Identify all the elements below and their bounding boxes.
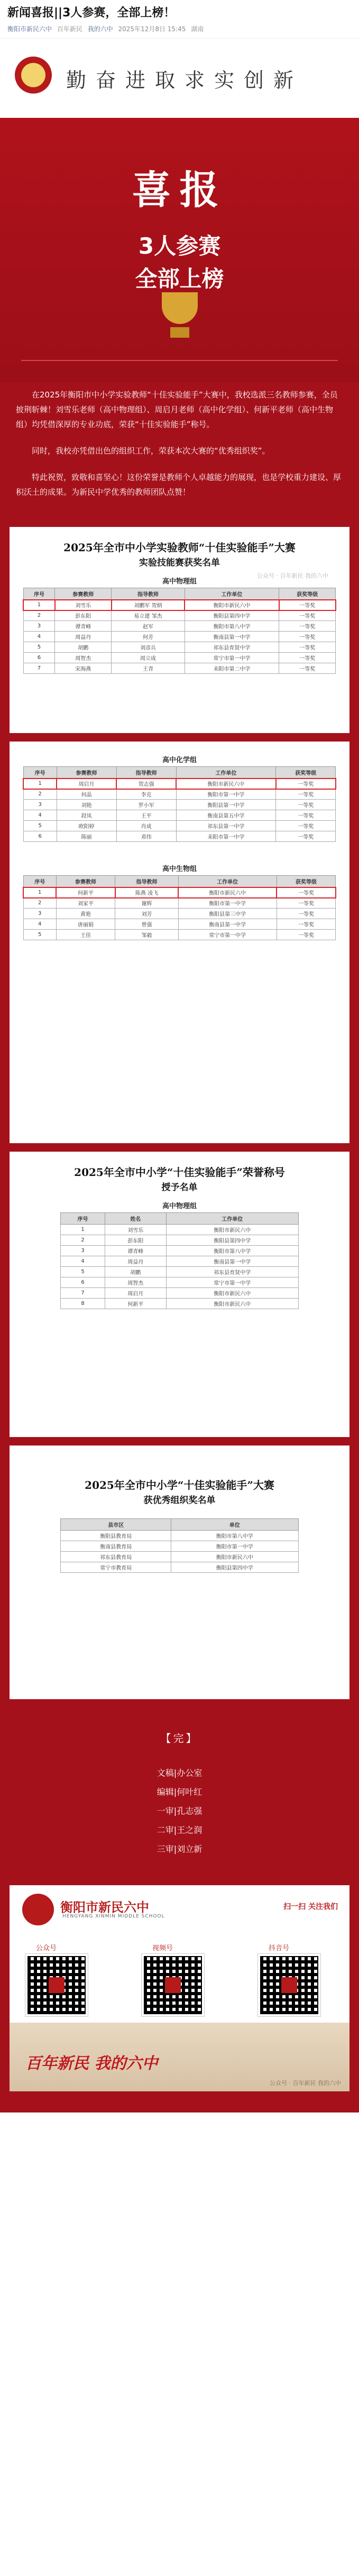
qr-code-icon[interactable] xyxy=(25,1954,88,2016)
table-cell: 4 xyxy=(23,810,57,821)
table-cell: 周启月 xyxy=(57,779,116,789)
table-cell: 3 xyxy=(61,1246,105,1256)
qr-code-icon[interactable] xyxy=(258,1954,320,2016)
award-table xyxy=(23,875,336,940)
table-cell: 衡南县第一中学 xyxy=(167,1256,299,1267)
table-cell: 衡阳县第四中学 xyxy=(167,1235,299,1246)
table-cell: 赵军 xyxy=(112,621,185,632)
table-cell: 刘雪乐 xyxy=(105,1225,166,1235)
table-cell: 5 xyxy=(23,930,56,940)
table-row xyxy=(23,621,336,632)
table-cell: 4 xyxy=(61,1256,105,1267)
table-row xyxy=(61,1256,298,1267)
table-row xyxy=(61,1225,298,1235)
credit-line: 编辑|何叶红 xyxy=(157,1787,202,1797)
divider xyxy=(21,360,338,361)
table-cell: 王青 xyxy=(112,663,185,674)
school-logo xyxy=(15,57,52,94)
publish-location: 湖南 xyxy=(191,25,204,33)
table-cell: 一等奖 xyxy=(277,930,336,940)
table-cell: 易立建 邹杰 xyxy=(112,610,185,621)
table-cell: 谭青峰 xyxy=(55,621,112,632)
hero-banner xyxy=(0,118,359,382)
doc-section: 高中物理组 xyxy=(162,578,197,586)
table-header: 序号 xyxy=(23,767,57,779)
footer-card xyxy=(10,1885,349,2091)
award-document-3 xyxy=(10,1152,349,1437)
table-cell: 一等奖 xyxy=(276,800,336,810)
table-cell: 彭东阳 xyxy=(55,610,112,621)
table-cell: 衡南县第五中学 xyxy=(176,810,275,821)
table-row xyxy=(61,1541,298,1552)
table-cell: 一等奖 xyxy=(279,621,336,632)
table-cell: 一等奖 xyxy=(277,909,336,919)
table-cell: 耒阳市第二中学 xyxy=(185,663,279,674)
end-mark: 【完】 xyxy=(160,1732,199,1745)
table-cell: 一等奖 xyxy=(279,610,336,621)
table-cell: 衡阳市第一中学 xyxy=(171,1541,298,1552)
doc-section: 高中化学组 xyxy=(162,756,197,764)
table-cell: 周益丹 xyxy=(105,1256,166,1267)
table-cell: 祁东县育贤中学 xyxy=(185,642,279,653)
author-name: 百年新民 xyxy=(57,25,82,33)
table-cell: 周益丹 xyxy=(55,632,112,642)
table-header: 县市区 xyxy=(61,1519,171,1531)
doc-title: 2025年全市中小学“十佳实验能手”大赛 xyxy=(85,1479,274,1491)
table-row xyxy=(23,887,336,898)
table-cell: 衡阳县第一中学 xyxy=(176,800,275,810)
organizer-table xyxy=(60,1518,298,1573)
credit-line: 三审|刘立新 xyxy=(157,1844,202,1854)
doc-subtitle: 实验技能赛获奖名单 xyxy=(139,558,220,568)
table-cell: 祁东县育贤中学 xyxy=(167,1267,299,1277)
qr-label: 抖音号 xyxy=(269,1944,290,1952)
table-header: 工作单位 xyxy=(185,588,279,600)
table-cell: 刘鹏军 贺炳 xyxy=(112,600,185,610)
table-cell: 2 xyxy=(61,1235,105,1246)
table-cell: 衡阳市第一中学 xyxy=(178,898,277,909)
table-cell: 谢辉 xyxy=(115,898,178,909)
table-cell: 胡鹏 xyxy=(105,1267,166,1277)
table-cell: 一等奖 xyxy=(277,919,336,930)
account-link[interactable]: 我的六中 xyxy=(87,25,113,33)
table-row xyxy=(23,800,336,810)
table-cell: 4 xyxy=(23,632,54,642)
table-cell: 一等奖 xyxy=(276,810,336,821)
table-cell: 衡阳市新民六中 xyxy=(167,1225,299,1235)
table-row xyxy=(23,663,336,674)
award-document-4 xyxy=(10,1445,349,1699)
table-cell: 黄艳 xyxy=(56,909,115,919)
award-document-2 xyxy=(10,742,349,1143)
table-row xyxy=(23,600,336,610)
table-cell: 一等奖 xyxy=(277,887,336,898)
table-cell: 何芳 xyxy=(112,632,185,642)
table-cell: 贺志强 xyxy=(116,779,176,789)
table-cell: 一等奖 xyxy=(276,821,336,831)
table-cell: 刘艳 xyxy=(57,800,116,810)
campus-photo xyxy=(10,2023,349,2091)
table-cell: 6 xyxy=(61,1277,105,1288)
school-logo xyxy=(22,1894,54,1925)
table-cell: 王佳 xyxy=(56,930,115,940)
table-cell: 衡阳市新民六中 xyxy=(178,887,277,898)
table-cell: 周智杰 xyxy=(55,653,112,663)
table-header: 获奖等级 xyxy=(276,767,336,779)
table-cell: 衡阳市新民六中 xyxy=(171,1552,298,1562)
table-row xyxy=(61,1267,298,1277)
table-cell: 7 xyxy=(23,663,54,674)
table-cell: 段凤 xyxy=(57,810,116,821)
hero-line-1: 3人参赛 xyxy=(138,233,221,259)
table-cell: 周智杰 xyxy=(105,1277,166,1288)
table-row xyxy=(61,1562,298,1573)
table-row xyxy=(23,789,336,800)
table-cell: 衡阳市第八中学 xyxy=(185,621,279,632)
campus-slogan: 百年新民 我的六中 xyxy=(25,2054,158,2073)
table-cell: 一等奖 xyxy=(277,898,336,909)
table-row xyxy=(23,909,336,919)
table-cell: 衡阳市第八中学 xyxy=(171,1531,298,1541)
table-cell: 谭青峰 xyxy=(105,1246,166,1256)
table-cell: 欧阳婷 xyxy=(57,821,116,831)
table-cell: 曾强 xyxy=(115,919,178,930)
table-row xyxy=(61,1277,298,1288)
table-cell: 邹毅 xyxy=(115,930,178,940)
table-row xyxy=(61,1288,298,1299)
intro-text xyxy=(0,382,359,527)
table-cell: 3 xyxy=(23,909,56,919)
hero-title: 喜报 xyxy=(132,168,227,213)
doc-subtitle: 获优秀组织奖名单 xyxy=(143,1495,216,1506)
table-cell: 1 xyxy=(23,779,57,789)
table-cell: 唐丽娟 xyxy=(56,919,115,930)
article-title: 新闻喜报||3人参赛，全部上榜！ xyxy=(7,6,176,20)
table-cell: 肖成 xyxy=(116,821,176,831)
table-cell: 常宁市第一中学 xyxy=(167,1277,299,1288)
doc-title: 2025年全市中小学“十佳实验能手”荣誉称号 xyxy=(74,1166,285,1179)
table-cell: 刘家平 xyxy=(56,898,115,909)
table-cell: 5 xyxy=(23,821,57,831)
intro-paragraph: 同时，我校亦凭借出色的组织工作，荣获本次大赛的“优秀组织奖”。 xyxy=(32,446,270,456)
table-cell: 何晶 xyxy=(57,789,116,800)
trophy-icon xyxy=(154,292,205,340)
table-row xyxy=(23,810,336,821)
honor-table xyxy=(60,1212,298,1309)
follow-us: 扫一扫 关注我们 xyxy=(283,1903,338,1911)
table-cell: 一等奖 xyxy=(276,789,336,800)
footer-school-en: HENGYANG XINMIN MIDDLE SCHOOL xyxy=(62,1914,165,1919)
table-cell: 常宁市第一中学 xyxy=(178,930,277,940)
hero-line-2: 全部上榜 xyxy=(135,266,224,292)
article-content xyxy=(0,38,359,2112)
table-row xyxy=(23,919,336,930)
table-cell: 1 xyxy=(23,600,54,610)
table-header: 指导教师 xyxy=(116,767,176,779)
award-table xyxy=(23,766,336,842)
table-row xyxy=(61,1235,298,1246)
table-header: 获奖等级 xyxy=(277,876,336,887)
table-header: 序号 xyxy=(23,588,54,600)
closing-credits xyxy=(0,1708,359,1885)
table-header: 姓名 xyxy=(105,1213,166,1225)
table-row xyxy=(23,610,336,621)
table-header: 工作单位 xyxy=(167,1213,299,1225)
table-cell: 3 xyxy=(23,800,57,810)
school-motto: 勤奋进取求实创新 xyxy=(66,69,303,92)
table-row xyxy=(23,898,336,909)
table-cell: 2 xyxy=(23,610,54,621)
table-cell: 陈丽 xyxy=(57,831,116,842)
table-cell: 常宁市教育局 xyxy=(61,1562,171,1573)
doc-section: 高中物理组 xyxy=(162,1202,197,1210)
table-header: 单位 xyxy=(171,1519,298,1531)
table-header: 参赛教师 xyxy=(57,767,116,779)
table-cell: 李克 xyxy=(116,789,176,800)
table-row xyxy=(23,653,336,663)
footer-school-name: 衡阳市新民六中 xyxy=(60,1899,149,1915)
table-row xyxy=(23,930,336,940)
table-cell: 祁东县教育局 xyxy=(61,1552,171,1562)
doc-section: 高中生物组 xyxy=(162,865,197,873)
table-cell: 衡阳市新民六中 xyxy=(185,600,279,610)
table-cell: 5 xyxy=(23,642,54,653)
watermark: 公众号 · 百年新民 我的六中 xyxy=(270,2080,341,2087)
watermark: 公众号 · 百年新民 我的六中 xyxy=(257,572,328,579)
table-cell: 衡阳县第三中学 xyxy=(178,909,277,919)
table-cell: 祁东县第一中学 xyxy=(176,821,275,831)
table-cell: 周启月 xyxy=(105,1288,166,1299)
table-row xyxy=(61,1246,298,1256)
table-cell: 衡阳市第八中学 xyxy=(167,1246,299,1256)
table-cell: 陈燕 凌飞 xyxy=(115,887,178,898)
table-cell: 2 xyxy=(23,898,56,909)
credit-line: 一审|孔志强 xyxy=(157,1806,202,1816)
table-header: 获奖等级 xyxy=(279,588,336,600)
table-cell: 衡阳市第一中学 xyxy=(176,789,275,800)
table-cell: 彭东阳 xyxy=(105,1235,166,1246)
table-cell: 刘彦兵 xyxy=(112,642,185,653)
credit-line: 文稿|办公室 xyxy=(157,1768,202,1778)
table-cell: 6 xyxy=(23,831,57,842)
table-cell: 6 xyxy=(23,653,54,663)
table-header: 工作单位 xyxy=(178,876,277,887)
table-cell: 一等奖 xyxy=(279,642,336,653)
intro-paragraph: 特此祝贺，致敬和喜坚心！这份荣誉是教师个人卓越能力的展现，也是学校重力建设、厚积沃土的成果。为新民中学优秀的教师团队点赞！ xyxy=(16,472,342,497)
table-cell: 衡阳市新民六中 xyxy=(176,779,275,789)
table-cell: 耒阳市第一中学 xyxy=(176,831,275,842)
table-cell: 5 xyxy=(61,1267,105,1277)
source-link[interactable]: 衡阳市新民六中 xyxy=(7,25,52,33)
table-cell: 2 xyxy=(23,789,57,800)
red-panel xyxy=(0,118,359,2112)
table-header: 参赛教师 xyxy=(56,876,115,887)
table-cell: 一等奖 xyxy=(279,653,336,663)
table-cell: 胡鹏 xyxy=(55,642,112,653)
article-header xyxy=(0,0,359,38)
qr-code-icon[interactable] xyxy=(142,1954,204,2016)
table-cell: 衡阳市新民六中 xyxy=(167,1288,299,1299)
table-cell: 衡阳县第四中学 xyxy=(171,1562,298,1573)
table-cell: 一等奖 xyxy=(279,600,336,610)
table-header: 序号 xyxy=(23,876,56,887)
intro-paragraph: 在2025年衡阳市中小学实验教师“十佳实验能手”大赛中，我校选派三名教师参赛，全员披荆斩棘！刘雪乐老师（高中物理组）、周启月老师（高中化学组）、何新平老师（高中生物组）均凭借深厚的专业功底，荣获“十佳实验能手”称号。 xyxy=(16,390,338,429)
award-table xyxy=(23,588,336,674)
table-header: 工作单位 xyxy=(176,767,275,779)
table-cell: 邓伟 xyxy=(116,831,176,842)
table-cell: 1 xyxy=(23,887,56,898)
table-cell: 宋海燕 xyxy=(55,663,112,674)
doc-subtitle: 授予名单 xyxy=(161,1182,198,1193)
article-meta xyxy=(7,24,352,33)
table-cell: 王平 xyxy=(116,810,176,821)
table-row xyxy=(61,1552,298,1562)
table-cell: 7 xyxy=(61,1288,105,1299)
table-cell: 一等奖 xyxy=(279,663,336,674)
table-cell: 1 xyxy=(61,1225,105,1235)
school-banner xyxy=(0,38,359,118)
table-cell: 衡阳市新民六中 xyxy=(167,1299,299,1309)
table-cell: 衡南县第一中学 xyxy=(178,919,277,930)
doc-title: 2025年全市中小学实验教师“十佳实验能手”大赛 xyxy=(63,541,296,554)
publish-date: 2025年12月8日 15:45 xyxy=(118,25,186,33)
table-row xyxy=(23,831,336,842)
table-cell: 罗小军 xyxy=(116,800,176,810)
table-cell: 一等奖 xyxy=(279,632,336,642)
table-cell: 刘雪乐 xyxy=(55,600,112,610)
table-row xyxy=(23,642,336,653)
table-cell: 衡阳县教育局 xyxy=(61,1531,171,1541)
table-cell: 衡南县第一中学 xyxy=(185,632,279,642)
table-cell: 3 xyxy=(23,621,54,632)
table-header: 参赛教师 xyxy=(55,588,112,600)
table-cell: 周立成 xyxy=(112,653,185,663)
table-cell: 8 xyxy=(61,1299,105,1309)
award-document-1 xyxy=(10,527,349,733)
table-cell: 一等奖 xyxy=(276,779,336,789)
qr-label: 公众号 xyxy=(36,1944,57,1952)
table-cell: 刘芳 xyxy=(115,909,178,919)
table-cell: 何新平 xyxy=(105,1299,166,1309)
table-row xyxy=(61,1299,298,1309)
table-cell: 衡南县教育局 xyxy=(61,1541,171,1552)
table-cell: 一等奖 xyxy=(276,831,336,842)
table-cell: 常宁市第一中学 xyxy=(185,653,279,663)
table-row xyxy=(23,779,336,789)
qr-label: 视频号 xyxy=(152,1944,173,1952)
table-row xyxy=(61,1531,298,1541)
table-cell: 4 xyxy=(23,919,56,930)
table-row xyxy=(23,821,336,831)
table-cell: 衡阳县第四中学 xyxy=(185,610,279,621)
credit-line: 二审|王之润 xyxy=(157,1825,202,1835)
table-cell: 何新平 xyxy=(56,887,115,898)
table-header: 指导教师 xyxy=(112,588,185,600)
table-header: 指导教师 xyxy=(115,876,178,887)
table-row xyxy=(23,632,336,642)
table-header: 序号 xyxy=(61,1213,105,1225)
